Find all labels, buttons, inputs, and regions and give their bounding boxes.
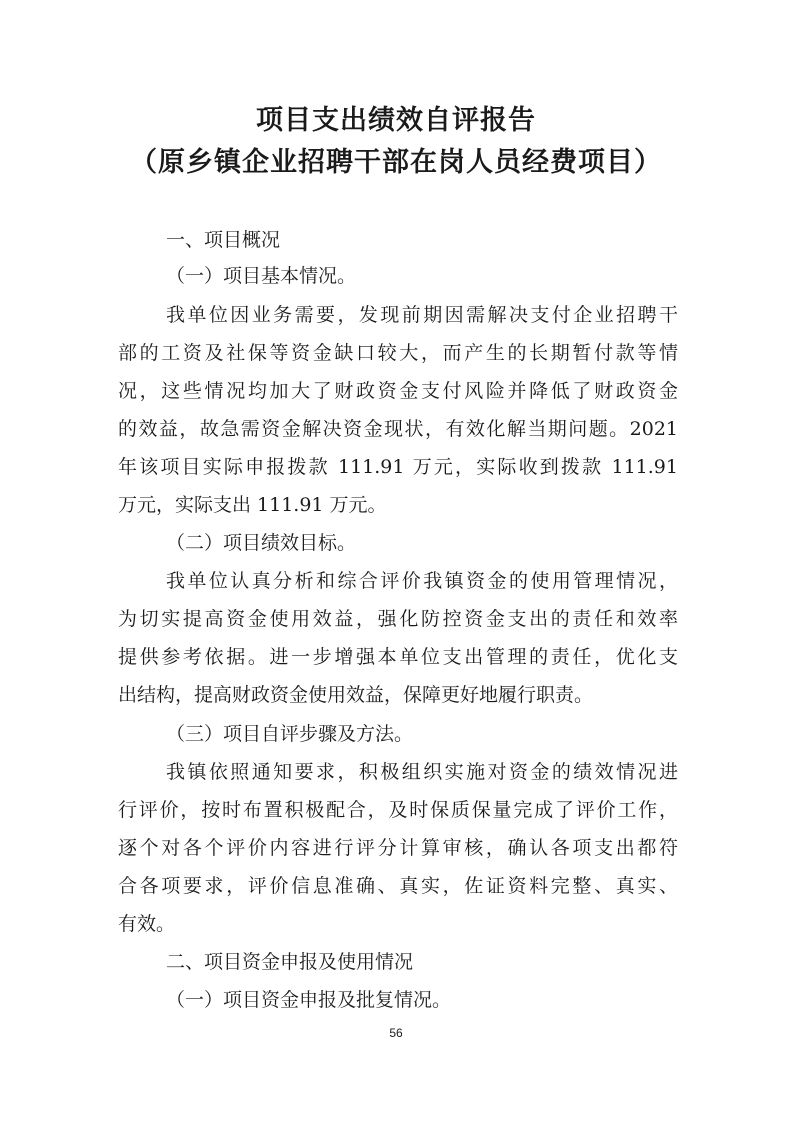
report-title: 项目支出绩效自评报告: [256, 105, 536, 136]
paragraph-line: 提供参考依据。进一步增强本单位支出管理的责任，优化支: [118, 646, 678, 668]
paragraph-line: 合各项要求，评价信息准确、真实，佐证资料完整、真实、: [118, 875, 678, 897]
paragraph-line: 我镇依照通知要求，积极组织实施对资金的绩效情况进: [166, 761, 678, 783]
report-subtitle: （原乡镇企业招聘干部在岗人员经费项目）: [130, 147, 662, 178]
subsection-heading-evaluation-method: （三）项目自评步骤及方法。: [166, 723, 414, 745]
paragraph-line: 部的工资及社保等资金缺口较大，而产生的长期暂付款等情: [118, 342, 678, 364]
paragraph-line: 况，这些情况均加大了财政资金支付风险并降低了财政资金: [118, 380, 678, 402]
paragraph-line: 我单位因业务需要，发现前期因需解决支付企业招聘干: [166, 304, 678, 326]
section-heading-project-overview: 一、项目概况: [166, 229, 281, 251]
section-heading-funding: 二、项目资金申报及使用情况: [166, 951, 414, 973]
paragraph-line: 行评价，按时布置积极配合，及时保质保量完成了评价工作，: [118, 799, 678, 821]
paragraph-line: 年该项目实际申报拨款 111.91 万元，实际收到拨款 111.91: [118, 456, 678, 478]
paragraph-line: 万元，实际支出 111.91 万元。: [118, 494, 387, 516]
page-number: 56: [389, 1026, 403, 1040]
paragraph-line: 有效。: [118, 913, 176, 935]
subsection-heading-funding-approval: （一）项目资金申报及批复情况。: [166, 989, 452, 1011]
paragraph-line: 为切实提高资金使用效益，强化防控资金支出的责任和效率: [118, 608, 678, 630]
subsection-heading-basic-info: （一）项目基本情况。: [166, 265, 357, 287]
paragraph-line: 我单位认真分析和综合评价我镇资金的使用管理情况，: [166, 570, 678, 592]
paragraph-line: 逐个对各个评价内容进行评分计算审核，确认各项支出都符: [118, 837, 678, 859]
subsection-heading-performance-goals: （二）项目绩效目标。: [166, 532, 357, 554]
paragraph-line: 出结构，提高财政资金使用效益，保障更好地履行职责。: [118, 684, 594, 706]
paragraph-line: 的效益，故急需资金解决资金现状，有效化解当期问题。2021: [118, 418, 678, 440]
